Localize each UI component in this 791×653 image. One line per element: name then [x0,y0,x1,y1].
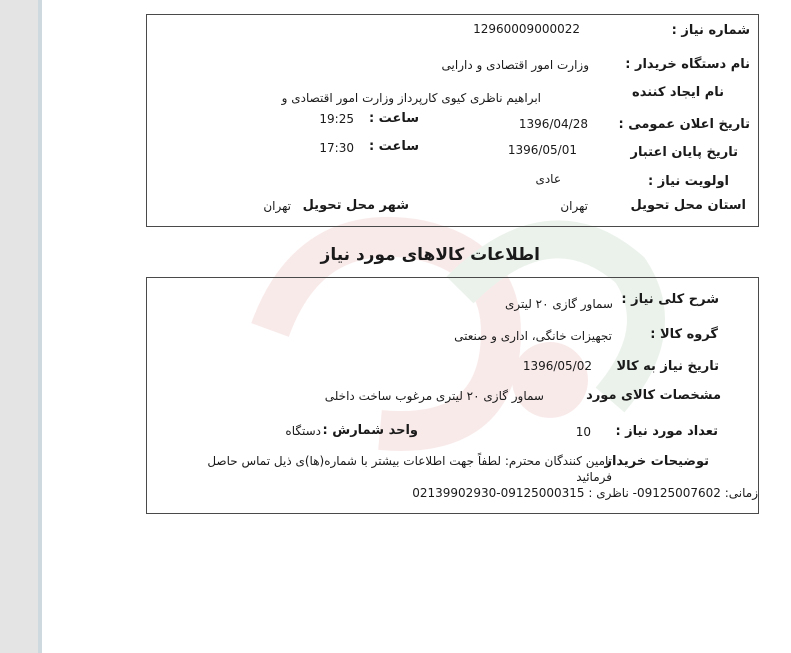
request-number-value: 12960009000022 [473,22,580,36]
required-count-label: تعداد مورد نیاز : [615,424,718,439]
priority-label: اولویت نیاز : [647,174,729,189]
goods-description-value: سماور گازی ۲۰ لیتری [504,297,613,311]
buyer-notes-line-3: زمانی: 09125007602- ناظری : 09125000315-02139902930 [412,486,758,500]
expiry-date-label: تاریخ پایان اعتبار [630,145,738,160]
announce-date-label: تاریخ اعلان عمومی : [618,117,750,132]
delivery-city-value: تهران [263,199,291,213]
need-date-value: 1396/05/02 [522,359,592,373]
count-unit-label: واحد شمارش : [322,423,418,438]
priority-value: عادی [535,172,561,186]
buyer-notes-label: توضیحات خریدار [604,454,709,469]
goods-group-label: گروه کالا : [650,327,718,342]
announce-time-value: 19:25 [319,112,354,126]
goods-spec-label: مشخصات کالای مورد [586,388,721,403]
expiry-time-label: ساعت : [368,139,419,154]
creator-value: ابراهیم ناظری کیوی کارپرداز وزارت امور اقتصادی و [281,91,541,105]
required-count-value: 10 [575,425,591,439]
delivery-province-value: تهران [560,199,588,213]
delivery-city-label: شهر محل تحویل [302,198,409,213]
expiry-time-value: 17:30 [319,141,354,155]
announce-date-value: 1396/04/28 [518,117,588,131]
expiry-date-value: 1396/05/01 [507,143,577,157]
buyer-label: نام دستگاه خریدار : [625,57,750,72]
goods-description-label: شرح کلی نیاز : [621,292,719,307]
left-page-strip [0,0,42,653]
count-unit-value: دستگاه [285,424,321,438]
goods-spec-value: سماور گازی ۲۰ لیتری مرغوب ساخت داخلی [324,389,544,403]
delivery-province-label: استان محل تحویل [630,198,746,213]
announce-time-label: ساعت : [368,111,419,126]
buyer-value: وزارت امور اقتصادی و دارایی [441,58,589,72]
buyer-notes-line-2: فرمائید [576,470,612,484]
creator-label: نام ایجاد کننده [632,85,724,100]
goods-info-box [146,277,759,514]
need-date-label: تاریخ نیاز به کالا [616,359,719,374]
buyer-notes-line-1: تامین کنندگان محترم: لطفاً جهت اطلاعات بیشتر با شماره(ها)ی ذیل تماس حاصل [207,454,612,468]
goods-section-title: اطلاعات کالاهای مورد نیاز [320,245,540,265]
goods-group-value: تجهیزات خانگی، اداری و صنعتی [454,329,612,343]
request-number-label: شماره نیاز : [671,23,750,38]
request-info-box [146,14,759,227]
